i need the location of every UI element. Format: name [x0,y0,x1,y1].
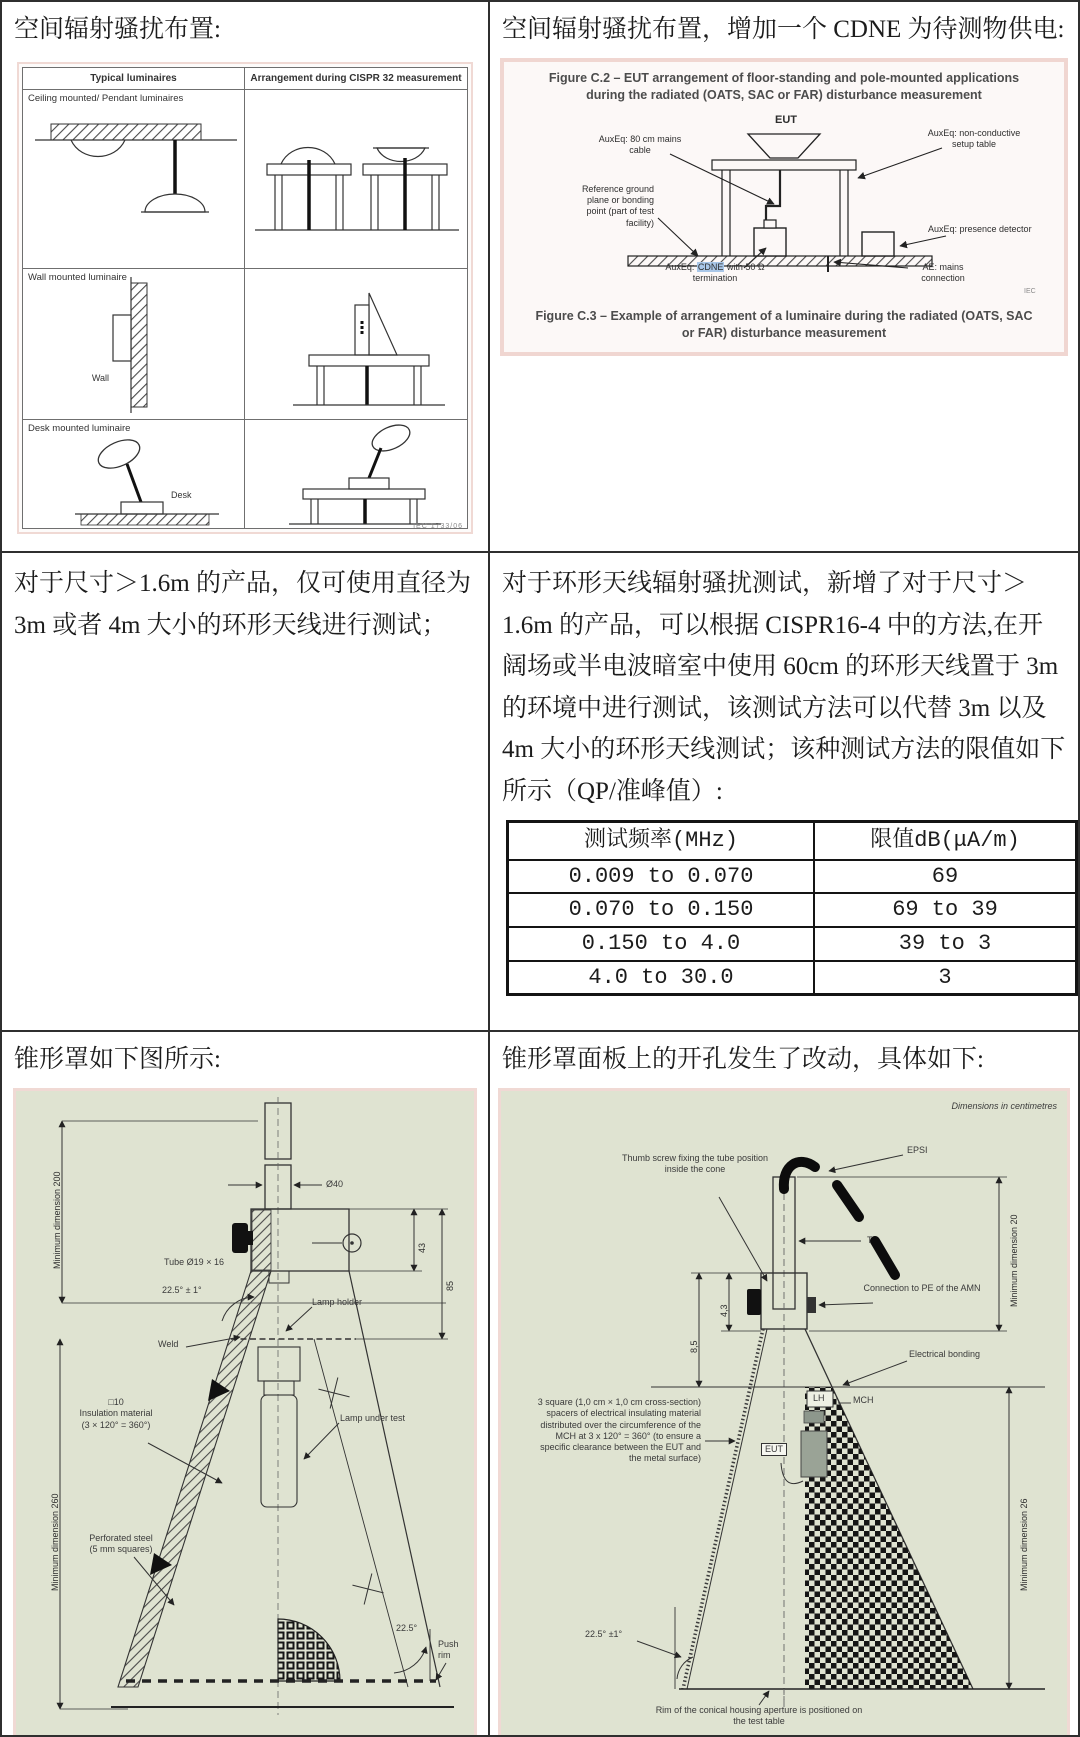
row3-left-title: 锥形罩如下图所示: [14,1046,221,1073]
figure-c3-caption: Figure C.3 – Example of arrangement of a luminaire during the radiated (OATS, SAC or FAR) disturbance measurement [535,308,1033,340]
row2-right-text: 对于环形天线辐射骚扰测试，新增了对于尺寸＞1.6m 的产品，可以根据 CISPR16-4 中的方法,在开阔场或半电波暗室中使用 60cm 的环形天线置于 3m 的环境中进行测试，该测试方法可以代替 3m 以及 4m 大小的环形天线测试；该种测试方法的限值如下所示（QP/准峰值）: [502,570,1066,805]
figure-cell-wall [23,269,245,419]
figure-cell-desk-arrangement [245,420,467,528]
conical-housing-drawing-old [13,1088,477,1735]
angle-top-label: 22.5° ± 1° [162,1285,202,1295]
conical-housing-drawing-new [498,1088,1070,1735]
dim-43-label: 43 [417,1242,427,1253]
figure-c2-diagram [510,106,1058,306]
c2-label-setup-table: AuxEq: non-conductive setup table [927,127,1021,149]
limits-frequency: 4.0 to 30.0 [508,961,815,995]
c2-cdne-prefix: AuxEq: [665,261,695,272]
dim-8-5-label: 8,5 [689,1340,699,1353]
dimensions-note: Dimensions in centimetres [951,1101,1057,1111]
figure-col1-header: Typical luminaires [23,68,245,89]
desk-annotation: Desk [171,490,192,500]
limits-row [508,893,1077,927]
perforated-line2: (5 mm squares) [89,1544,153,1555]
t-label: T [867,1235,873,1245]
dia-40-label: Ø40 [326,1179,344,1189]
luminaire-arrangement-figure [17,62,473,534]
limits-frequency: 0.150 to 4.0 [508,927,815,961]
row3-right-title: 锥形罩面板上的开孔发生了改动，具体如下: [502,1046,984,1073]
eut-label: EUT [761,1443,787,1456]
dim-85-label: 85 [445,1280,455,1291]
wall-row-label: Wall mounted luminaire [28,272,127,283]
rim-note-label: Rim of the conical housing aperture is positioned on the test table [655,1705,863,1727]
limits-header-row [508,822,1077,860]
row2-left-text: 对于尺寸＞1.6m 的产品，仅可使用直径为 3m 或者 4m 大小的环形天线进行测试； [14,570,471,639]
wall-luminaire-sketch [23,269,245,419]
limits-row [508,860,1077,894]
figure-col2-header: Arrangement during CISPR 32 measurement [250,73,462,84]
c2-cdne-suffix: with 50 Ω termination [692,261,765,283]
c2-cdne-word: CDNE [697,261,724,272]
mch-label: MCH [853,1395,874,1405]
min-dimension-260-label: Minimum dimension 260 [50,1493,60,1591]
lamp-under-test-label: Lamp under test [340,1413,406,1423]
push-rim-label: Push rim [438,1639,459,1661]
angle-label: 22.5° ±1° [585,1629,623,1639]
tube-label: Tube Ø19 × 16 [164,1257,224,1267]
desk-row-label: Desk mounted luminaire [28,423,131,434]
epsi-label: EPSI [907,1145,928,1155]
electrical-bonding-label: Electrical bonding [909,1349,981,1359]
c2-label-eut: EUT [775,113,797,126]
figure-c2-c3 [500,58,1068,356]
cell-row3-right [490,1032,1078,1735]
min-dimension-26-label: Minimum dimension 26 [1019,1498,1029,1591]
min-dimension-20-label: Minimum dimension 20 [1009,1214,1019,1307]
lh-label: LH [813,1393,825,1403]
insulation-label [56,1397,176,1431]
ceiling-row-label: Ceiling mounted/ Pendant luminaires [28,93,184,104]
figure-cell-ceiling [23,90,245,268]
limits-value: 3 [814,961,1077,995]
desk-arrangement-sketch [245,420,467,528]
limits-value: 39 to 3 [814,927,1077,961]
c2-label-iec: IEC [1024,287,1036,295]
dim-4-3-label: 4,3 [719,1304,729,1317]
wall-annotation: Wall [91,373,109,383]
figure-iec-footnote: IEC 1733/06 [413,523,463,530]
cell-row3-left [2,1032,490,1735]
luminaire-figure-table [22,67,468,529]
row1-right-title: 空间辐射骚扰布置，增加一个 CDNE 为待测物供电: [502,16,1065,43]
cell-row1-left [2,2,490,553]
limits-header-frequency: 测试频率(MHz) [508,822,815,860]
ceiling-luminaire-sketch [23,90,245,268]
wall-arrangement-sketch [245,269,467,419]
limits-frequency: 0.009 to 0.070 [508,860,815,894]
desk-luminaire-sketch [23,420,245,528]
insulation-line2: Insulation material [79,1408,153,1419]
limits-value: 69 to 39 [814,893,1077,927]
insulation-line3: (3 × 120° = 360°) [81,1419,151,1430]
pe-connection-label: Connection to PE of the AMN [863,1283,981,1293]
ceiling-arrangement-sketch [245,90,467,268]
figure-cell-wall-arrangement [245,269,467,419]
limits-row [508,961,1077,995]
row1-left-title: 空间辐射骚扰布置: [14,16,221,43]
figure-cell-desk [23,420,245,528]
limits-frequency: 0.070 to 0.150 [508,893,815,927]
insulation-line1: □10 [108,1397,124,1407]
min-dimension-200-label: Minimum dimension 200 [52,1171,62,1269]
limits-header-limit: 限值dB(μA/m) [814,822,1077,860]
limits-value: 69 [814,860,1077,894]
c2-label-presence-detector: AuxEq: presence detector [928,223,1032,234]
lamp-holder-label: Lamp holder [312,1297,363,1307]
figure-cell-ceiling-arrangement [245,90,467,268]
spacers-label: 3 square (1,0 cm × 1,0 cm cross-section) spacers of electrical insulating material distributed over the circumference of the MCH at 3 x 120° = 360° (to ensure a specific clearance between the EUT and the metal surface) [537,1397,701,1464]
weld-label: Weld [158,1339,179,1349]
cell-row2-left [2,553,490,1032]
cell-row1-right [490,2,1078,553]
perforated-steel-label [66,1533,176,1556]
perforated-line1: Perforated steel [89,1533,153,1543]
angle-bottom-label: 22.5° [396,1623,418,1633]
cell-row2-right [490,553,1078,1032]
c2-label-ground-plane: Reference ground plane or bonding point (part of test facility) [581,183,654,228]
limits-row [508,927,1077,961]
figure-c2-caption: Figure C.2 – EUT arrangement of floor-standing and pole-mounted applications during the radiated (OATS, SAC or FAR) disturbance measurement [548,71,1020,102]
thumb-screw-label: Thumb screw fixing the tube position inside the cone [621,1153,769,1175]
limits-table [506,820,1078,996]
c2-label-mains-cable: AuxEq: 80 cm mains cable [598,133,682,155]
c2-label-cdne [652,262,778,285]
c2-label-ae: AE: mains connection [921,261,965,283]
